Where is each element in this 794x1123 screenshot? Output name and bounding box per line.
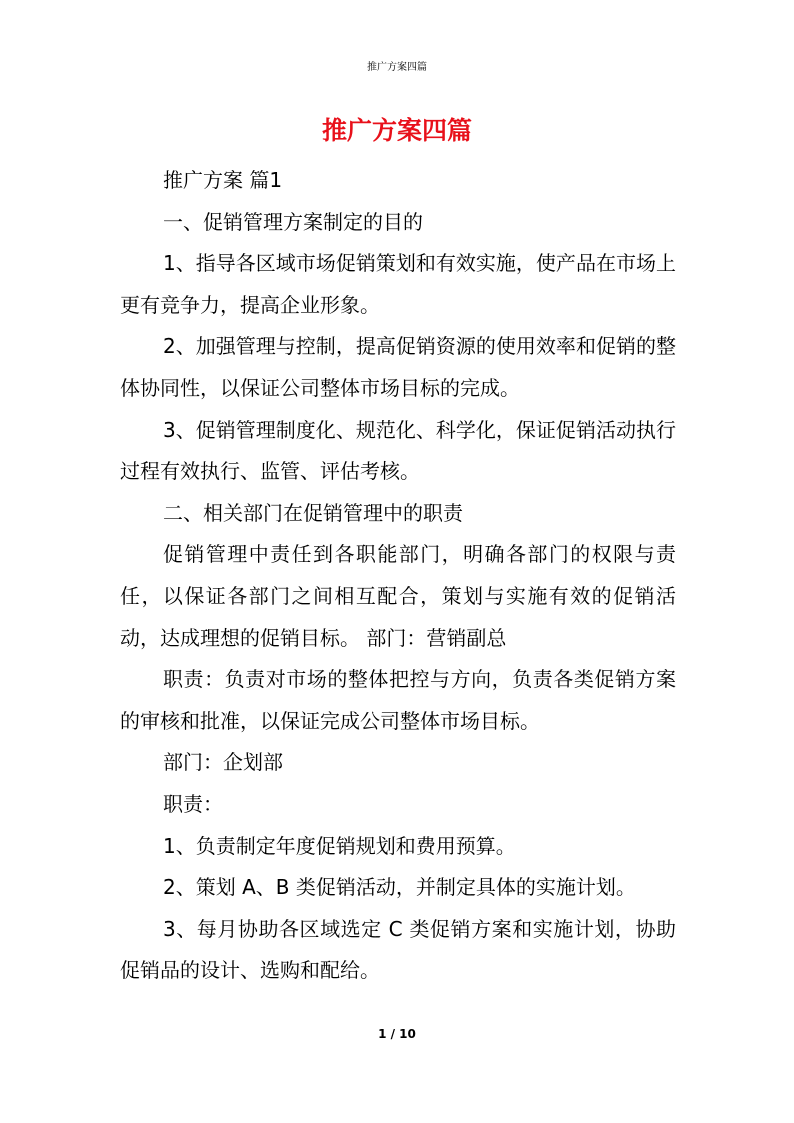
page-number: 1 / 10 bbox=[378, 1027, 416, 1041]
running-header: 推广方案四篇 bbox=[367, 62, 427, 73]
paragraph: 部门：企划部 bbox=[163, 750, 283, 775]
paragraph: 职责：负责对市场的整体把控与方向，负责各类促销方案的审核和批准，以保证完成公司整体市场目标。 bbox=[120, 667, 676, 733]
list-item: 2、策划 A、B 类促销活动，并制定具体的实施计划。 bbox=[163, 875, 636, 900]
paragraph: 促销管理中责任到各职能部门，明确各部门的权限与责任，以保证各部门之间相互配合，策划与实施有效的促销活动，达成理想的促销目标。 部门：营销副总 bbox=[120, 542, 676, 650]
list-item: 3、每月协助各区域选定 C 类促销方案和实施计划，协助促销品的设计、选购和配给。 bbox=[120, 916, 676, 983]
list-item: 1、负责制定年度促销规划和费用预算。 bbox=[163, 833, 516, 858]
paragraph: 2、加强管理与控制，提高促销资源的使用效率和促销的整体协同性，以保证公司整体市场目标的完成。 bbox=[120, 334, 676, 400]
subsection-heading: 一、促销管理方案制定的目的 bbox=[163, 209, 423, 234]
section-heading: 推广方案 篇1 bbox=[163, 168, 283, 192]
paragraph: 职责： bbox=[163, 791, 223, 816]
document-title: 推广方案四篇 bbox=[321, 116, 472, 145]
subsection-heading: 二、相关部门在促销管理中的职责 bbox=[163, 500, 463, 525]
paragraph: 3、促销管理制度化、规范化、科学化，保证促销活动执行过程有效执行、监管、评估考核。 bbox=[120, 417, 676, 484]
document-body bbox=[120, 160, 676, 992]
paragraph: 1、指导各区域市场促销策划和有效实施，使产品在市场上更有竞争力，提高企业形象。 bbox=[120, 251, 676, 317]
